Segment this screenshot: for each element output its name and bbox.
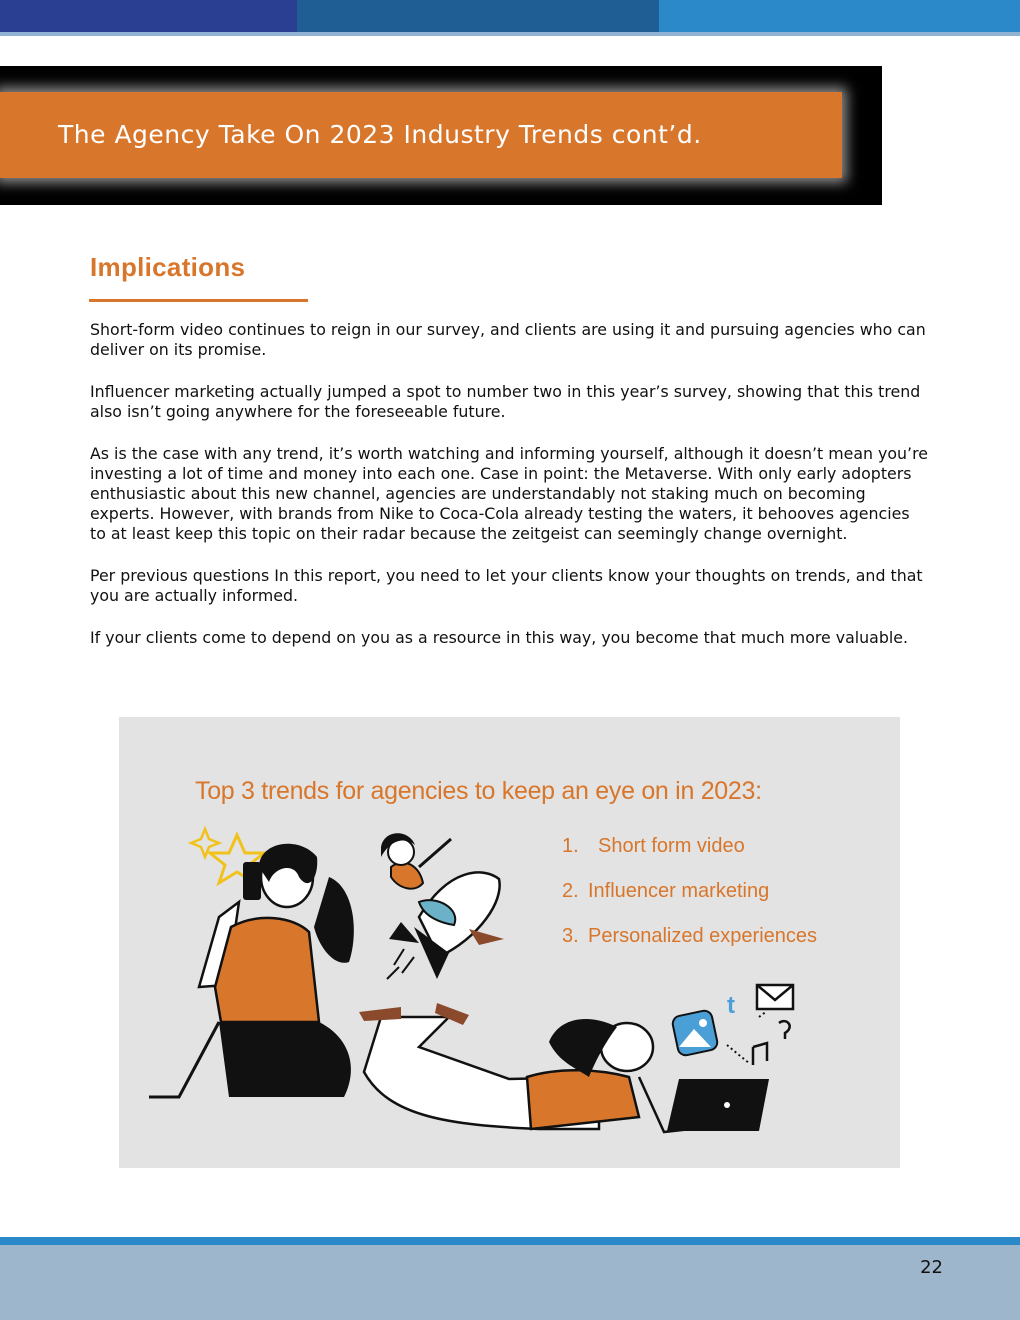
footer-band [0, 1245, 1020, 1320]
section-heading: Implications [90, 252, 246, 282]
list-item: 2. Influencer marketing [562, 880, 770, 902]
trend-label: Personalized experiences [588, 925, 818, 947]
title-banner [0, 92, 842, 178]
page-number: 22 [920, 1257, 943, 1278]
mail-icon [757, 985, 793, 1009]
trend-list [562, 835, 817, 970]
list-item: 3. Personalized experiences [562, 925, 818, 947]
list-item: 1. Short form video [562, 835, 745, 857]
rocket-figure [381, 833, 504, 979]
paragraph: Influencer marketing actually jumped a spot to number two in this year’s survey, showing that this trend also isn’t going anywhere for the foreseeable future. [90, 382, 921, 421]
tumblr-icon: t [727, 992, 735, 1019]
header-bar-segment-dark [0, 0, 297, 32]
body-text [90, 320, 930, 670]
paragraph: Short-form video continues to reign in our survey, and clients are using it and pursuing agencies who can deliver on its promise. [90, 320, 926, 359]
music-note-icon [753, 1043, 767, 1065]
trend-label: Short form video [598, 835, 745, 857]
paragraph: As is the case with any trend, it’s worth watching and informing yourself, although it doesn’t mean you’re investing a lot of time and money into each one. Case in point: the Metaverse. With only early adopters enthusiastic about this new channel, agencies are understandably not staking much on becoming experts. However, with brands from Nike to Coca-Cola already testing the waters, it behooves agencies to at least keep this topic on their radar because the zeitgeist can seemingly change overnight. [90, 444, 928, 543]
paragraph: If your clients come to depend on you as a resource in this way, you become that much more valuable. [90, 628, 909, 647]
figure-title: Top 3 trends for agencies to keep an eye on in 2023: [195, 777, 762, 805]
trend-label: Influencer marketing [588, 880, 770, 902]
header-bar-segment-light [659, 0, 1020, 32]
header-color-bar [0, 0, 1020, 32]
footer-divider [0, 1237, 1020, 1245]
trends-figure [119, 717, 900, 1168]
paragraph: Per previous questions In this report, you need to let your clients know your thoughts on trends, and that you are actually informed. [90, 566, 923, 605]
heading-underline [89, 299, 308, 302]
header-bar-segment-mid [297, 0, 659, 32]
header-divider [0, 32, 1020, 36]
page-title: The Agency Take On 2023 Industry Trends cont’d. [58, 120, 702, 149]
question-icon [779, 1021, 790, 1039]
woman-with-phone-figure [149, 844, 354, 1097]
image-icon [671, 1009, 718, 1056]
